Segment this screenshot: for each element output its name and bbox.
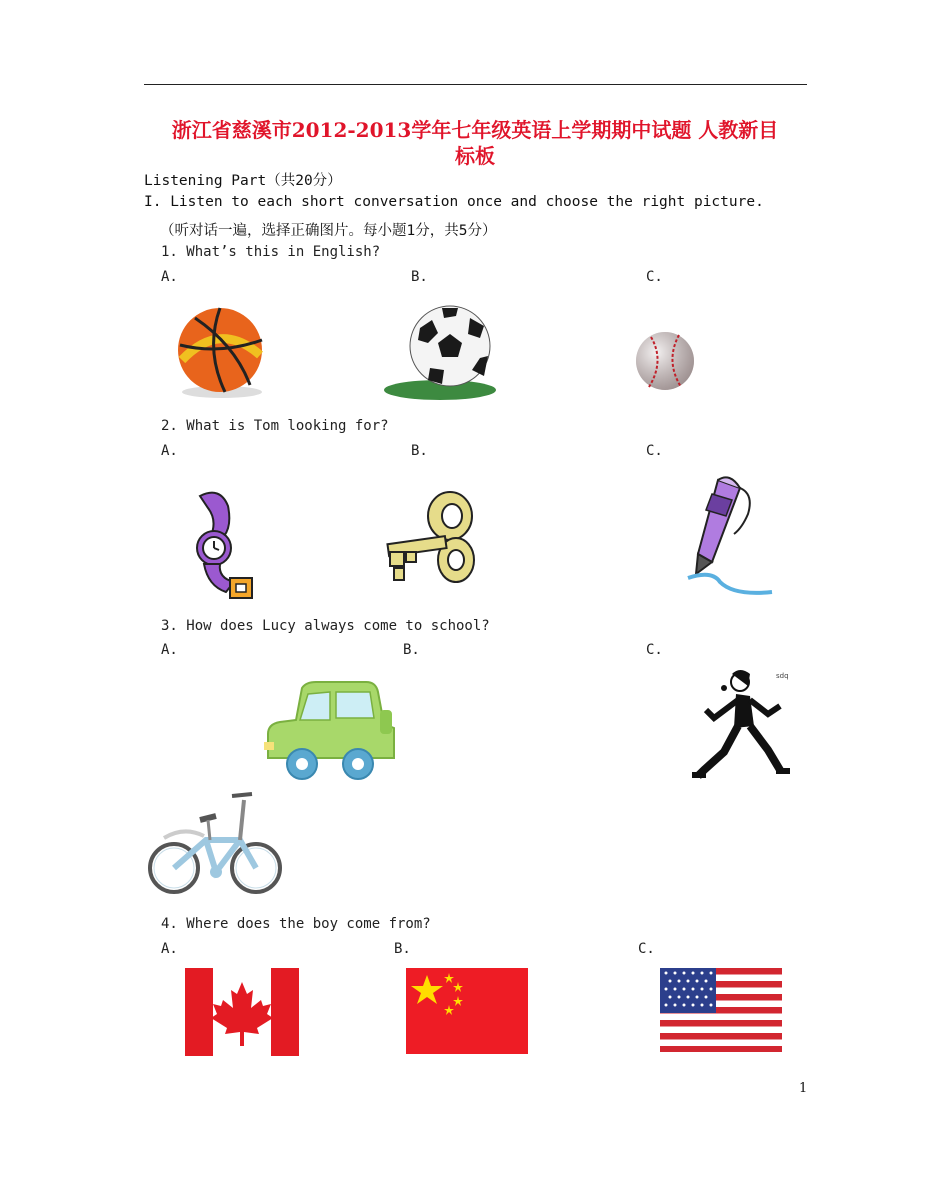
canada-flag-picture (185, 968, 299, 1056)
usa-flag-picture (660, 968, 782, 1056)
q4-option-b: B. (394, 941, 411, 957)
basketball-picture (170, 300, 270, 400)
bicycle-picture (144, 786, 286, 904)
baseball-picture (633, 325, 697, 395)
q2-option-c: C. (646, 443, 663, 459)
question-3: 3. How does Lucy always come to school? (161, 618, 490, 634)
document-title-continued: 标板 (455, 144, 495, 168)
pen-picture (682, 474, 782, 604)
part1-instruction-cn: （听对话一遍，选择正确图片。每小题1分，共5分） (160, 223, 497, 239)
part1-instruction-en: I. Listen to each short conversation once and choose the right picture. (144, 194, 764, 210)
car-picture (262, 680, 398, 784)
document-title: 浙江省慈溪市2012-2013学年七年级英语上学期期中试题 人教新目 (171, 118, 779, 142)
q2-option-a: A. (161, 443, 178, 459)
q1-option-b: B. (411, 269, 428, 285)
section-heading: Listening Part（共20分） (144, 173, 342, 189)
top-rule (144, 84, 807, 85)
question-4: 4. Where does the boy come from? (161, 916, 431, 932)
q4-option-c: C. (638, 941, 655, 957)
question-1: 1. What’s this in English? (161, 244, 381, 260)
question-2: 2. What is Tom looking for? (161, 418, 389, 434)
watch-picture (190, 486, 260, 604)
q2-option-b: B. (411, 443, 428, 459)
soccer-ball-picture (380, 298, 500, 402)
china-flag-picture (406, 968, 528, 1054)
q4-option-a: A. (161, 941, 178, 957)
q3-option-c: C. (646, 642, 663, 658)
page-number: 1 (799, 1081, 808, 1096)
q3-option-a: A. (161, 642, 178, 658)
q1-option-a: A. (161, 269, 178, 285)
svg-text:sdq: sdq (776, 672, 789, 680)
keys-picture (380, 486, 490, 604)
q3-option-b: B. (403, 642, 420, 658)
walking-person-picture (684, 666, 806, 784)
q1-option-c: C. (646, 269, 663, 285)
